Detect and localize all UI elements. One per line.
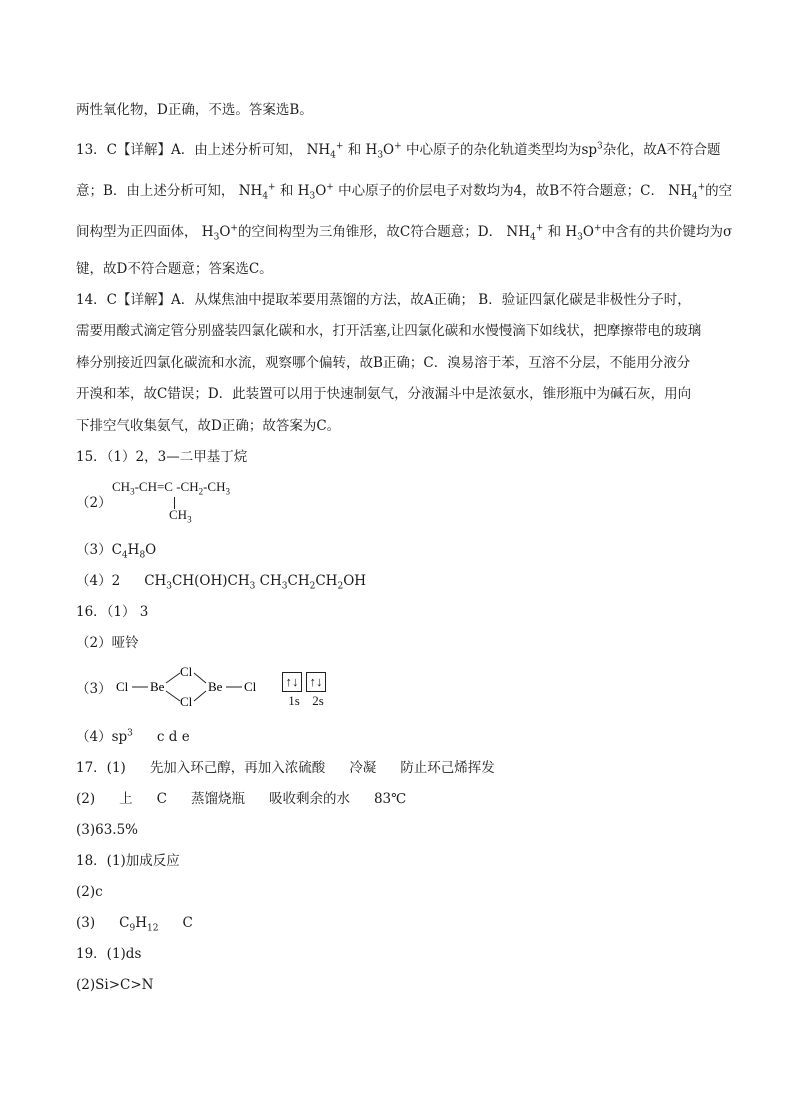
answer-13-line-4	[76, 259, 273, 279]
answer-16-3	[76, 679, 112, 699]
text: (2)	[76, 791, 96, 807]
text: 18．(1)加成反应	[76, 853, 180, 869]
superscript: 3	[597, 141, 603, 152]
answer-14-line-4	[76, 384, 691, 404]
answer-19-1	[76, 944, 141, 964]
cl-atom: Cl	[244, 679, 257, 694]
text: （2）哑铃	[76, 635, 139, 651]
ion-h3o: $H_3O^+$	[297, 182, 334, 202]
text: 蒸馏烧瓶	[190, 791, 245, 807]
answer-13-line-2	[76, 181, 732, 201]
text: (2)Si>C>N	[76, 977, 154, 993]
ion-nh4: $NH_4^+$	[506, 223, 544, 243]
ion-h3o: $H_3O^+$	[201, 223, 238, 243]
superscript: 3	[127, 728, 133, 739]
answer-13-line-1	[76, 140, 721, 160]
text: (2)c	[76, 884, 103, 900]
text: 和	[279, 183, 294, 199]
answer-17-3	[76, 820, 138, 840]
answer-15-2	[76, 493, 112, 513]
answer-line-12-end	[76, 100, 313, 120]
text: 15．（1）2，3—二甲基丁烷	[76, 449, 248, 465]
text: （3）	[76, 681, 112, 697]
text: 棒分别接近四氯化碳流和水流，观察哪个偏转，故B正确；C．溴易溶于苯，互溶不分层，不能用分液分	[76, 355, 691, 371]
cl-atom: Cl	[180, 664, 193, 679]
text: 两性氧化物，D正确，不选。答案选B。	[76, 102, 313, 118]
answer-17-2	[76, 789, 406, 809]
text: C	[156, 791, 167, 807]
ion-nh4: $NH_4^+$	[668, 182, 706, 202]
answer-14-line-5	[76, 416, 340, 436]
be-atom: Be	[208, 679, 223, 694]
answer-15-3: $(3)C_4H_8O$	[76, 542, 157, 561]
text: 16．（1） 3	[76, 604, 149, 620]
orbital-box-1s: ↑↓	[282, 672, 302, 692]
text: 中含有的共价键均为σ	[601, 224, 733, 240]
text: 13．C【详解】A．由上述分析可知，	[76, 142, 303, 158]
text: （2）	[76, 495, 112, 511]
text: 吸收剩余的水	[268, 791, 350, 807]
text: 杂化，故A不符合题	[602, 142, 721, 158]
answer-17-1	[76, 758, 495, 778]
orbital-box-2s: ↑↓	[306, 672, 326, 692]
answer-14-line-2	[76, 321, 701, 341]
text: 键，故D不符合题意；答案选C。	[76, 261, 273, 277]
orbital-label: 2s	[312, 693, 324, 708]
text: 中心原子的价层电子对数均为4，故B不符合题意；C．	[338, 183, 664, 199]
text: 意；B．由上述分析可知，	[76, 183, 235, 199]
becl2-dimer-structure	[112, 660, 272, 710]
ion-h3o: $H_3O^+$	[565, 223, 602, 243]
text: C	[182, 915, 193, 931]
text: 的空	[705, 183, 733, 199]
text: 间构型为正四面体，	[76, 224, 198, 240]
text: 83℃	[373, 791, 407, 807]
orbital-diagram	[282, 672, 330, 709]
answer-16-4	[76, 727, 190, 747]
text: 和	[547, 224, 562, 240]
answer-18-2	[76, 882, 103, 902]
text: 19．(1)ds	[76, 946, 142, 962]
answer-14-line-3	[76, 353, 690, 373]
text: 14．C【详解】A．从煤焦油中提取苯要用蒸馏的方法，故A正确； B．验证四氯化碳是非极性分子时，	[76, 292, 691, 308]
orbital-label: 1s	[288, 693, 300, 708]
answer-18-1	[76, 851, 180, 871]
answer-16-2	[76, 633, 139, 653]
text: 防止环己烯挥发	[400, 760, 495, 776]
text: （4）sp	[76, 729, 128, 745]
answer-16-1	[76, 602, 148, 622]
answer-19-2	[76, 975, 153, 995]
structural-formula-2-methyl-2-pentene: $CH_3-CH=C$ $-CH_2-CH_3$ $CH_3$	[112, 479, 230, 525]
cl-atom: Cl	[180, 694, 193, 709]
answer-18-3: (3) $C_9H_{12}$ C	[76, 915, 193, 934]
text: (3)	[76, 915, 96, 931]
answer-14-line-1	[76, 290, 691, 310]
text: 先加入环己醇，再加入浓硫酸	[149, 760, 326, 776]
answer-13-line-3	[76, 222, 732, 242]
cl-atom: Cl	[116, 679, 129, 694]
text: 开溴和苯，故C错误；D．此装置可以用于快速制氨气，分液漏斗中是浓氨水，锥形瓶中为碱石灰，用向	[76, 386, 692, 402]
text: 需要用酸式滴定管分别盛装四氯化碳和水，打开活塞,让四氯化碳和水慢慢滴下如线状，把摩擦带电的玻璃	[76, 323, 702, 339]
ion-nh4: $NH_4^+$	[306, 141, 344, 161]
text: （4）2	[76, 573, 121, 589]
be-atom: Be	[150, 679, 165, 694]
ion-nh4: $NH_4^+$	[238, 182, 276, 202]
text: 17．(1)	[76, 760, 126, 776]
answer-15-4: （4）2 $CH_3CH(OH)CH_3$ $CH_3CH_2CH_2OH$	[76, 573, 367, 592]
ion-h3o: $H_3O^+$	[365, 141, 402, 161]
text: c d e	[156, 729, 190, 745]
text: (3)63.5%	[76, 822, 139, 838]
text: 中心原子的杂化轨道类型均为sp	[405, 142, 598, 158]
text: 下排空气收集氨气，故D正确；故答案为C。	[76, 418, 341, 434]
answer-15-1	[76, 447, 247, 467]
text: 和	[347, 142, 362, 158]
text: 冷凝	[349, 760, 377, 776]
text: 的空间构型为三角锥形，故C符合题意；D．	[237, 224, 503, 240]
text: 上	[119, 791, 133, 807]
